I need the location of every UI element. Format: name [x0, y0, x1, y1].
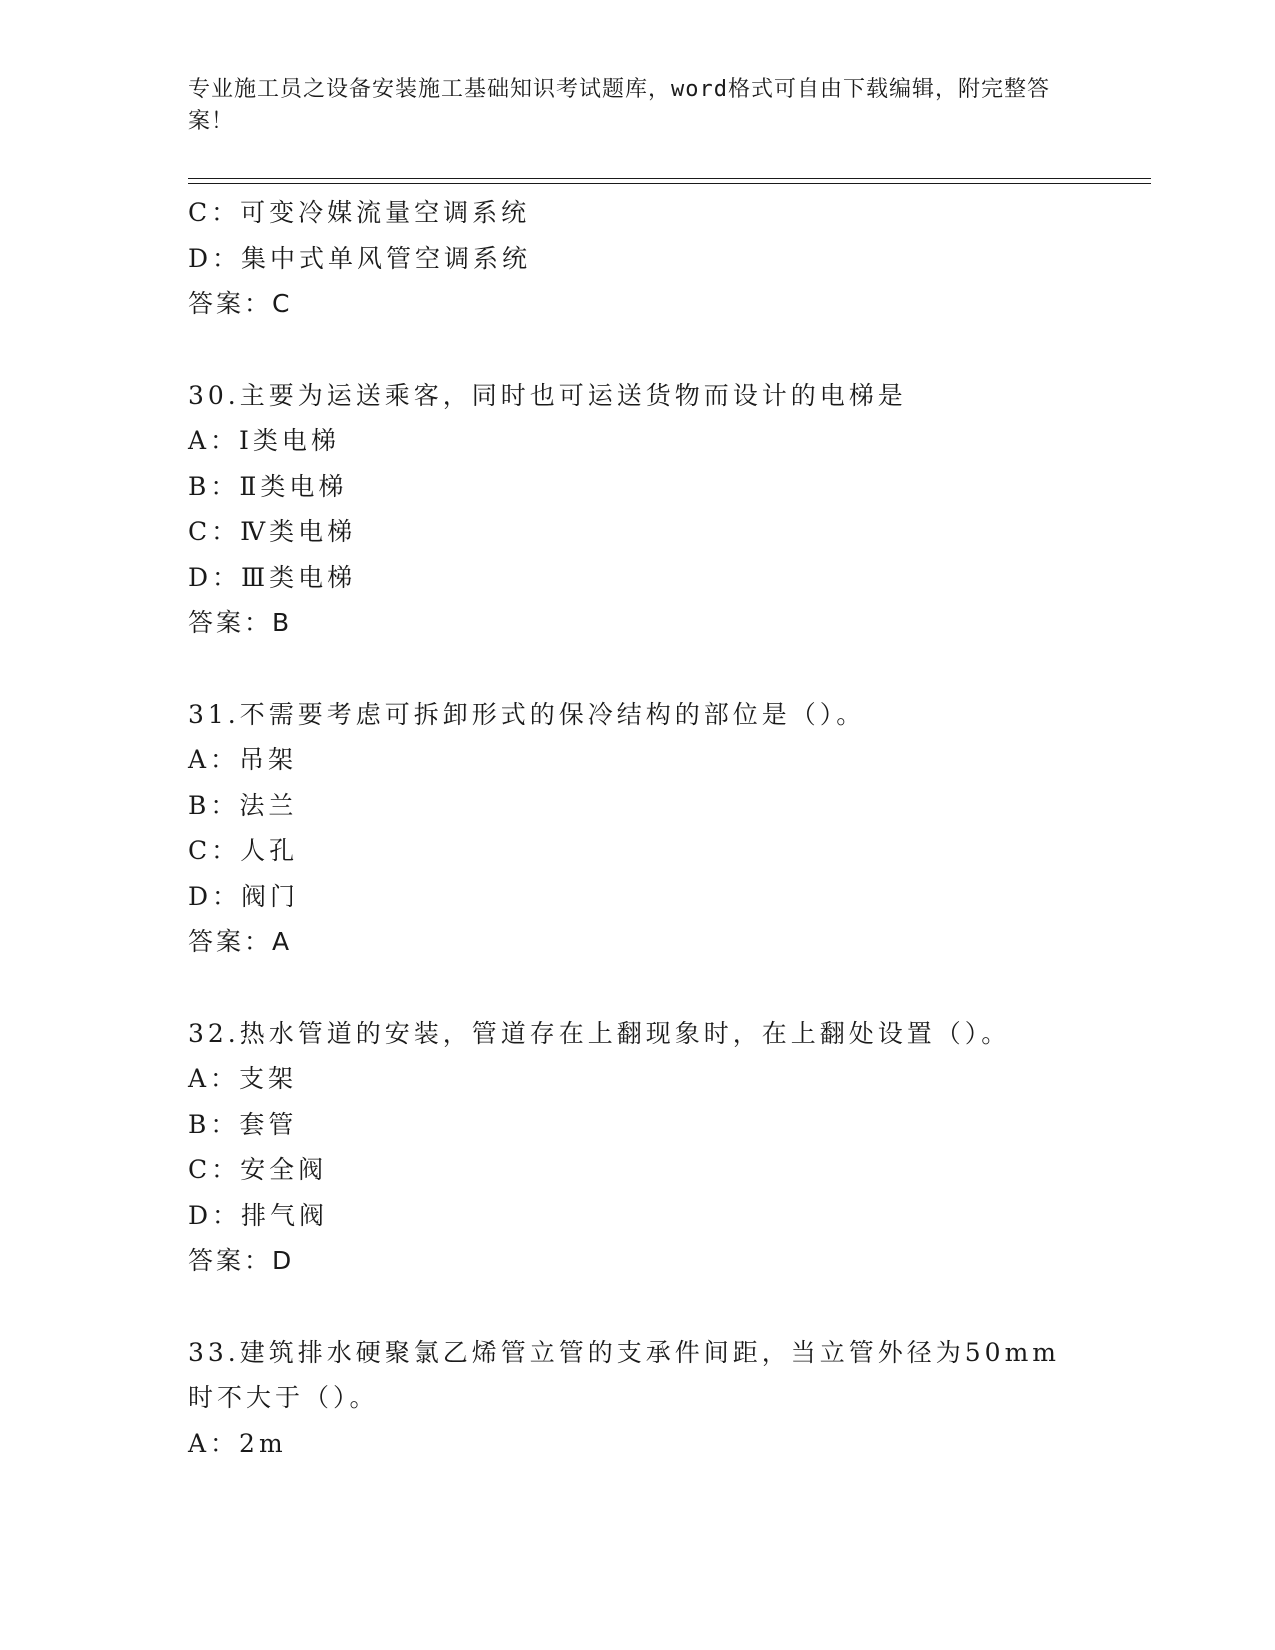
- answer-line: 答案：D: [188, 1246, 295, 1275]
- option-a: A：2m: [188, 1428, 287, 1458]
- option-a: A：Ⅰ类电梯: [188, 426, 340, 455]
- option-d: D：Ⅲ类电梯: [188, 562, 357, 592]
- option-a: A：吊架: [188, 745, 298, 774]
- question-stem: 32.热水管道的安装，管道存在上翻现象时，在上翻处设置（）。: [188, 1018, 1011, 1048]
- question-33: [188, 1330, 1088, 1467]
- option-c: C：人孔: [188, 836, 299, 865]
- header-rule-bottom: [188, 183, 1151, 184]
- option-b: B：套管: [188, 1109, 298, 1139]
- question-stem: 30.主要为运送乘客，同时也可运送货物而设计的电梯是: [188, 380, 907, 410]
- question-32: [188, 1011, 1088, 1284]
- question-list: [188, 190, 1088, 1466]
- option-d: D：排气阀: [188, 1200, 329, 1230]
- document-header: 专业施工员之设备安装施工基础知识考试题库，word格式可自由下载编辑，附完整答案！: [188, 77, 1050, 134]
- question-31: [188, 692, 1088, 965]
- option-c: C：可变冷媒流量空调系统: [188, 198, 531, 227]
- option-a: A：支架: [188, 1064, 298, 1093]
- option-b: B：法兰: [188, 790, 298, 820]
- option-b: B：Ⅱ类电梯: [188, 471, 348, 501]
- option-d: D：阀门: [188, 881, 300, 911]
- answer-line: 答案：B: [188, 608, 293, 637]
- answer-line: 答案：C: [188, 289, 293, 318]
- question-stem: 33.建筑排水硬聚氯乙烯管立管的支承件间距，当立管外径为50mm时不大于（）。: [188, 1337, 1060, 1412]
- option-c: C：安全阀: [188, 1155, 328, 1184]
- option-d: D：集中式单风管空调系统: [188, 243, 532, 273]
- option-c: C：Ⅳ类电梯: [188, 517, 357, 546]
- answer-line: 答案：A: [188, 927, 293, 956]
- question-30: [188, 373, 1088, 646]
- previous-question-tail: [188, 190, 1088, 327]
- question-stem: 31.不需要考虑可拆卸形式的保冷结构的部位是（）。: [188, 699, 866, 729]
- header-rule-top: [188, 178, 1151, 179]
